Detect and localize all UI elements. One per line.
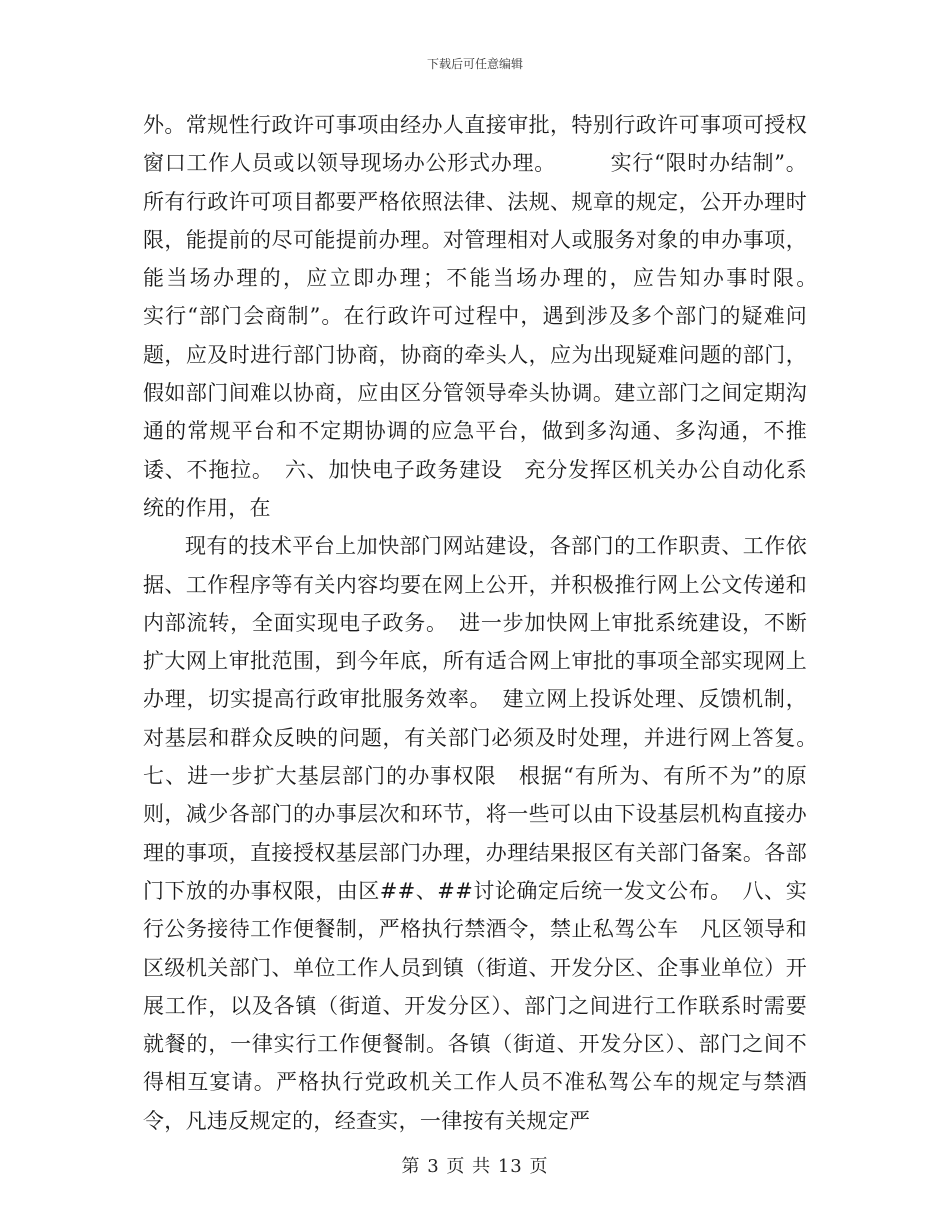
paragraph-1: 外。常规性行政许可事项由经办人直接审批，特别行政许可事项可授权窗口工作人员或以领导现场办公形式办理。 实行“限时办结制”。所有行政许可项目都要严格依照法律、法规、规章的规定，公开办理时限，能提前的尽可能提前办理。对管理相对人或服务对象的申办事项，能当场办理的，应立即办理；不能当场办理的，应告知办事时限。 实行“部门会商制”。在行政许可过程中，遇到涉及多个部门的疑难问题，应及时进行部门协商，协商的牵头人，应为出现疑难问题的部门，假如部门间难以协商，应由区分管领导牵头协调。建立部门之间定期沟通的常规平台和不定期协调的应急平台，做到多沟通、多沟通，不推诿、不拖拉。 六、加快电子政务建设 充分发挥区机关办公自动化系统的作用，在 xyxy=(143,113,871,520)
page-number: 第 3 页 共 13 页 xyxy=(401,1156,549,1177)
body-text xyxy=(143,106,871,1140)
paragraph-2: 现有的技术平台上加快部门网站建设，各部门的工作职责、工作依据、工作程序等有关内容均要在网上公开，并积极推行网上公文传递和内部流转，全面实现电子政务。 进一步加快网上审批系统建设，不断扩大网上审批范围，到今年底，所有适合网上审批的事项全部实现网上办理，切实提高行政审批服务效率。 建立网上投诉处理、反馈机制，对基层和群众反映的问题，有关部门必须及时处理，并进行网上答复。 七、进一步扩大基层部门的办事权限 根据“有所为、有所不为”的原则，减少各部门的办事层次和环节，将一些可以由下设基层机构直接办理的事项，直接授权基层部门办理，办理结果报区有关部门备案。各部门下放的办事权限，由区##、##讨论确定后统一发文公布。 八、实行公务接待工作便餐制，严格执行禁酒令，禁止私驾公车 凡区领导和区级机关部门、单位工作人员到镇（街道、开发分区、企事业单位）开展工作，以及各镇（街道、开发分区）、部门之间进行工作联系时需要就餐的，一律实行工作便餐制。各镇（街道、开发分区）、部门之间不得相互宴请。严格执行党政机关工作人员不准私驾公车的规定与禁酒令，凡违反规定的，经查实，一律按有关规定严 xyxy=(143,534,829,1133)
header-note: 下载后可任意编辑 xyxy=(426,57,523,71)
